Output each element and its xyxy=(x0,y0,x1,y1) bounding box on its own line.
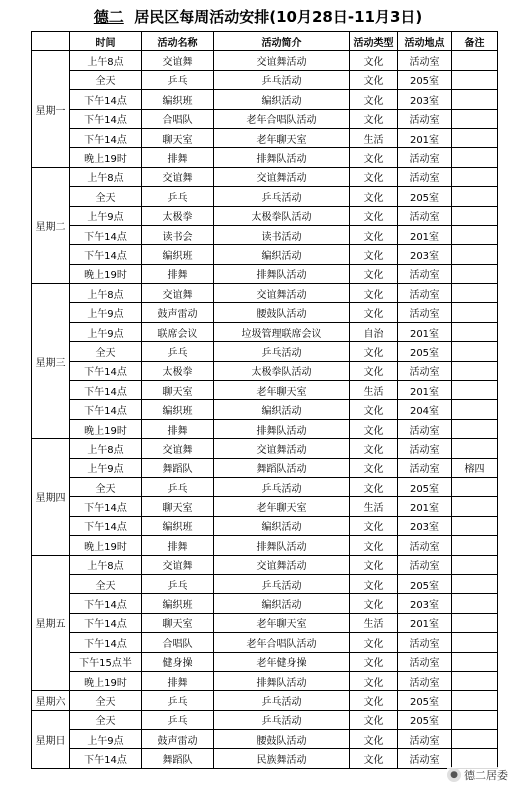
watermark-text: 德二居委 xyxy=(464,769,508,782)
schedule-table xyxy=(31,31,498,769)
time-cell: 上午9点 xyxy=(70,458,142,477)
location-cell: 活动室 xyxy=(398,671,452,690)
time-cell: 下午14点 xyxy=(70,594,142,613)
table-row xyxy=(32,206,498,225)
activity-name-cell: 聊天室 xyxy=(142,381,214,400)
activity-name-cell: 排舞 xyxy=(142,148,214,167)
watermark xyxy=(447,767,508,783)
time-cell: 晚上19时 xyxy=(70,264,142,283)
location-cell: 活动室 xyxy=(398,749,452,768)
location-cell: 205室 xyxy=(398,574,452,593)
table-row xyxy=(32,167,498,186)
location-cell: 205室 xyxy=(398,710,452,729)
activity-name-cell: 排舞 xyxy=(142,264,214,283)
activity-type-cell: 文化 xyxy=(350,594,398,613)
activity-name-cell: 排舞 xyxy=(142,536,214,555)
day-cell: 星期三 xyxy=(32,284,70,439)
activity-desc-cell: 老年合唱队活动 xyxy=(214,109,350,128)
table-row xyxy=(32,381,498,400)
notes-cell xyxy=(452,90,498,109)
time-cell: 全天 xyxy=(70,710,142,729)
activity-desc-cell: 老年聊天室 xyxy=(214,613,350,632)
notes-cell xyxy=(452,594,498,613)
activity-name-cell: 太极拳 xyxy=(142,206,214,225)
time-cell: 下午14点 xyxy=(70,749,142,768)
activity-name-cell: 联席会议 xyxy=(142,322,214,341)
activity-name-cell: 聊天室 xyxy=(142,497,214,516)
location-cell: 活动室 xyxy=(398,652,452,671)
notes-cell xyxy=(452,322,498,341)
activity-name-cell: 乒乓 xyxy=(142,342,214,361)
activity-type-cell: 文化 xyxy=(350,730,398,749)
activity-desc-cell: 民族舞活动 xyxy=(214,749,350,768)
table-row xyxy=(32,284,498,303)
table-row xyxy=(32,439,498,458)
table-row xyxy=(32,400,498,419)
table-row xyxy=(32,497,498,516)
table-row xyxy=(32,613,498,632)
activity-name-cell: 聊天室 xyxy=(142,128,214,147)
activity-type-cell: 文化 xyxy=(350,167,398,186)
activity-type-cell: 生活 xyxy=(350,381,398,400)
time-cell: 上午8点 xyxy=(70,555,142,574)
activity-type-cell: 自治 xyxy=(350,322,398,341)
activity-type-cell: 文化 xyxy=(350,245,398,264)
notes-cell xyxy=(452,419,498,438)
location-cell: 204室 xyxy=(398,400,452,419)
activity-type-cell: 文化 xyxy=(350,187,398,206)
table-row xyxy=(32,710,498,729)
time-cell: 下午14点 xyxy=(70,225,142,244)
notes-cell xyxy=(452,245,498,264)
activity-desc-cell: 编织活动 xyxy=(214,245,350,264)
location-cell: 203室 xyxy=(398,516,452,535)
activity-desc-cell: 交谊舞活动 xyxy=(214,439,350,458)
time-cell: 全天 xyxy=(70,187,142,206)
activity-type-cell: 生活 xyxy=(350,497,398,516)
activity-type-cell: 文化 xyxy=(350,148,398,167)
notes-cell xyxy=(452,109,498,128)
activity-type-cell: 文化 xyxy=(350,516,398,535)
notes-cell xyxy=(452,225,498,244)
table-row xyxy=(32,322,498,341)
activity-type-cell: 文化 xyxy=(350,439,398,458)
activity-type-cell: 文化 xyxy=(350,284,398,303)
time-cell: 晚上19时 xyxy=(70,536,142,555)
activity-type-cell: 文化 xyxy=(350,419,398,438)
activity-type-cell: 文化 xyxy=(350,225,398,244)
activity-type-cell: 文化 xyxy=(350,477,398,496)
activity-name-cell: 编织班 xyxy=(142,400,214,419)
day-cell: 星期日 xyxy=(32,710,70,768)
activity-type-cell: 生活 xyxy=(350,128,398,147)
notes-cell xyxy=(452,167,498,186)
table-row xyxy=(32,419,498,438)
activity-desc-cell: 乒乓活动 xyxy=(214,342,350,361)
notes-cell xyxy=(452,710,498,729)
table-row xyxy=(32,342,498,361)
activity-desc-cell: 太极拳队活动 xyxy=(214,361,350,380)
table-row xyxy=(32,555,498,574)
location-cell: 201室 xyxy=(398,613,452,632)
activity-type-cell: 文化 xyxy=(350,633,398,652)
time-cell: 上午9点 xyxy=(70,322,142,341)
activity-name-cell: 乒乓 xyxy=(142,70,214,89)
activity-name-cell: 排舞 xyxy=(142,671,214,690)
time-cell: 全天 xyxy=(70,70,142,89)
table-row xyxy=(32,303,498,322)
time-cell: 下午15点半 xyxy=(70,652,142,671)
activity-desc-cell: 排舞队活动 xyxy=(214,148,350,167)
activity-type-cell: 文化 xyxy=(350,652,398,671)
notes-cell xyxy=(452,400,498,419)
notes-cell xyxy=(452,691,498,710)
header-activity-name: 活动名称 xyxy=(142,32,214,51)
time-cell: 下午14点 xyxy=(70,400,142,419)
activity-desc-cell: 老年聊天室 xyxy=(214,128,350,147)
notes-cell xyxy=(452,128,498,147)
time-cell: 全天 xyxy=(70,574,142,593)
page-title xyxy=(0,6,516,27)
table-row xyxy=(32,458,498,477)
location-cell: 205室 xyxy=(398,70,452,89)
table-row xyxy=(32,225,498,244)
header-time: 时间 xyxy=(70,32,142,51)
activity-name-cell: 编织班 xyxy=(142,594,214,613)
table-row xyxy=(32,361,498,380)
notes-cell xyxy=(452,613,498,632)
activity-desc-cell: 乒乓活动 xyxy=(214,70,350,89)
location-cell: 活动室 xyxy=(398,730,452,749)
activity-desc-cell: 舞蹈队活动 xyxy=(214,458,350,477)
table-row xyxy=(32,109,498,128)
location-cell: 活动室 xyxy=(398,303,452,322)
notes-cell xyxy=(452,264,498,283)
activity-type-cell: 文化 xyxy=(350,574,398,593)
activity-name-cell: 排舞 xyxy=(142,419,214,438)
activity-desc-cell: 乒乓活动 xyxy=(214,187,350,206)
notes-cell xyxy=(452,730,498,749)
time-cell: 晚上19时 xyxy=(70,671,142,690)
time-cell: 上午9点 xyxy=(70,303,142,322)
table-row xyxy=(32,128,498,147)
time-cell: 上午8点 xyxy=(70,284,142,303)
notes-cell xyxy=(452,381,498,400)
table-row xyxy=(32,574,498,593)
notes-cell xyxy=(452,361,498,380)
location-cell: 活动室 xyxy=(398,284,452,303)
title-main: 居民区每周活动安排(10月28日-11月3日) xyxy=(134,8,423,26)
time-cell: 下午14点 xyxy=(70,361,142,380)
activity-type-cell: 文化 xyxy=(350,109,398,128)
location-cell: 活动室 xyxy=(398,109,452,128)
activity-name-cell: 鼓声雷动 xyxy=(142,303,214,322)
activity-name-cell: 合唱队 xyxy=(142,109,214,128)
table-row xyxy=(32,70,498,89)
activity-name-cell: 太极拳 xyxy=(142,361,214,380)
notes-cell xyxy=(452,574,498,593)
activity-desc-cell: 排舞队活动 xyxy=(214,419,350,438)
activity-name-cell: 交谊舞 xyxy=(142,51,214,70)
table-header-row xyxy=(32,32,498,51)
activity-type-cell: 文化 xyxy=(350,400,398,419)
activity-desc-cell: 排舞队活动 xyxy=(214,536,350,555)
table-row xyxy=(32,187,498,206)
time-cell: 晚上19时 xyxy=(70,148,142,167)
notes-cell: 榕四 xyxy=(452,458,498,477)
notes-cell xyxy=(452,652,498,671)
time-cell: 下午14点 xyxy=(70,128,142,147)
activity-type-cell: 文化 xyxy=(350,691,398,710)
activity-desc-cell: 读书活动 xyxy=(214,225,350,244)
time-cell: 上午8点 xyxy=(70,439,142,458)
activity-desc-cell: 乒乓活动 xyxy=(214,477,350,496)
time-cell: 上午9点 xyxy=(70,730,142,749)
time-cell: 上午8点 xyxy=(70,167,142,186)
table-row xyxy=(32,536,498,555)
notes-cell xyxy=(452,70,498,89)
notes-cell xyxy=(452,497,498,516)
table-row xyxy=(32,633,498,652)
activity-name-cell: 舞蹈队 xyxy=(142,749,214,768)
table-row xyxy=(32,749,498,768)
time-cell: 全天 xyxy=(70,691,142,710)
activity-type-cell: 文化 xyxy=(350,342,398,361)
activity-desc-cell: 乒乓活动 xyxy=(214,710,350,729)
location-cell: 205室 xyxy=(398,342,452,361)
activity-type-cell: 文化 xyxy=(350,671,398,690)
location-cell: 活动室 xyxy=(398,458,452,477)
activity-desc-cell: 老年聊天室 xyxy=(214,497,350,516)
activity-desc-cell: 腰鼓队活动 xyxy=(214,730,350,749)
location-cell: 活动室 xyxy=(398,536,452,555)
table-row xyxy=(32,516,498,535)
table-row xyxy=(32,264,498,283)
activity-name-cell: 读书会 xyxy=(142,225,214,244)
activity-desc-cell: 老年聊天室 xyxy=(214,381,350,400)
activity-name-cell: 乒乓 xyxy=(142,710,214,729)
time-cell: 上午9点 xyxy=(70,206,142,225)
location-cell: 活动室 xyxy=(398,51,452,70)
activity-name-cell: 乒乓 xyxy=(142,574,214,593)
activity-type-cell: 文化 xyxy=(350,90,398,109)
location-cell: 活动室 xyxy=(398,555,452,574)
activity-name-cell: 编织班 xyxy=(142,516,214,535)
activity-name-cell: 交谊舞 xyxy=(142,439,214,458)
activity-name-cell: 聊天室 xyxy=(142,613,214,632)
location-cell: 203室 xyxy=(398,594,452,613)
activity-name-cell: 健身操 xyxy=(142,652,214,671)
day-cell: 星期六 xyxy=(32,691,70,710)
notes-cell xyxy=(452,206,498,225)
location-cell: 201室 xyxy=(398,128,452,147)
location-cell: 205室 xyxy=(398,691,452,710)
time-cell: 下午14点 xyxy=(70,381,142,400)
activity-desc-cell: 垃圾管理联席会议 xyxy=(214,322,350,341)
notes-cell xyxy=(452,536,498,555)
time-cell: 全天 xyxy=(70,342,142,361)
activity-desc-cell: 乒乓活动 xyxy=(214,691,350,710)
activity-desc-cell: 编织活动 xyxy=(214,400,350,419)
header-activity-desc: 活动简介 xyxy=(214,32,350,51)
activity-type-cell: 文化 xyxy=(350,458,398,477)
notes-cell xyxy=(452,148,498,167)
activity-desc-cell: 老年健身操 xyxy=(214,652,350,671)
activity-name-cell: 乒乓 xyxy=(142,477,214,496)
activity-name-cell: 乒乓 xyxy=(142,187,214,206)
activity-desc-cell: 排舞队活动 xyxy=(214,671,350,690)
table-row xyxy=(32,477,498,496)
notes-cell xyxy=(452,284,498,303)
time-cell: 下午14点 xyxy=(70,245,142,264)
location-cell: 205室 xyxy=(398,187,452,206)
notes-cell xyxy=(452,342,498,361)
activity-name-cell: 编织班 xyxy=(142,90,214,109)
table-row xyxy=(32,652,498,671)
day-cell: 星期二 xyxy=(32,167,70,283)
time-cell: 下午14点 xyxy=(70,633,142,652)
location-cell: 201室 xyxy=(398,225,452,244)
location-cell: 活动室 xyxy=(398,206,452,225)
location-cell: 活动室 xyxy=(398,264,452,283)
table-row xyxy=(32,691,498,710)
notes-cell xyxy=(452,516,498,535)
notes-cell xyxy=(452,633,498,652)
activity-desc-cell: 排舞队活动 xyxy=(214,264,350,283)
activity-name-cell: 乒乓 xyxy=(142,691,214,710)
activity-type-cell: 文化 xyxy=(350,361,398,380)
notes-cell xyxy=(452,439,498,458)
notes-cell xyxy=(452,555,498,574)
time-cell: 下午14点 xyxy=(70,109,142,128)
activity-desc-cell: 交谊舞活动 xyxy=(214,555,350,574)
activity-desc-cell: 腰鼓队活动 xyxy=(214,303,350,322)
activity-name-cell: 合唱队 xyxy=(142,633,214,652)
table-row xyxy=(32,90,498,109)
table-row xyxy=(32,148,498,167)
time-cell: 上午8点 xyxy=(70,51,142,70)
activity-desc-cell: 乒乓活动 xyxy=(214,574,350,593)
day-cell: 星期四 xyxy=(32,439,70,555)
table-row xyxy=(32,730,498,749)
activity-type-cell: 文化 xyxy=(350,555,398,574)
notes-cell xyxy=(452,477,498,496)
activity-name-cell: 鼓声雷动 xyxy=(142,730,214,749)
location-cell: 201室 xyxy=(398,497,452,516)
location-cell: 201室 xyxy=(398,322,452,341)
activity-name-cell: 舞蹈队 xyxy=(142,458,214,477)
location-cell: 活动室 xyxy=(398,148,452,167)
activity-desc-cell: 编织活动 xyxy=(214,594,350,613)
time-cell: 全天 xyxy=(70,477,142,496)
time-cell: 下午14点 xyxy=(70,613,142,632)
activity-name-cell: 交谊舞 xyxy=(142,555,214,574)
time-cell: 下午14点 xyxy=(70,497,142,516)
location-cell: 201室 xyxy=(398,381,452,400)
activity-type-cell: 文化 xyxy=(350,70,398,89)
wechat-icon: ● xyxy=(447,768,461,782)
day-cell: 星期五 xyxy=(32,555,70,691)
notes-cell xyxy=(452,51,498,70)
activity-type-cell: 文化 xyxy=(350,264,398,283)
notes-cell xyxy=(452,749,498,768)
activity-desc-cell: 交谊舞活动 xyxy=(214,284,350,303)
table-row xyxy=(32,594,498,613)
activity-type-cell: 文化 xyxy=(350,749,398,768)
table-row xyxy=(32,671,498,690)
day-cell: 星期一 xyxy=(32,51,70,167)
header-activity-type: 活动类型 xyxy=(350,32,398,51)
header-activity-location: 活动地点 xyxy=(398,32,452,51)
activity-name-cell: 编织班 xyxy=(142,245,214,264)
location-cell: 活动室 xyxy=(398,419,452,438)
table-row xyxy=(32,245,498,264)
activity-desc-cell: 交谊舞活动 xyxy=(214,51,350,70)
notes-cell xyxy=(452,187,498,206)
notes-cell xyxy=(452,303,498,322)
activity-type-cell: 生活 xyxy=(350,613,398,632)
activity-desc-cell: 编织活动 xyxy=(214,90,350,109)
notes-cell xyxy=(452,671,498,690)
table-row xyxy=(32,51,498,70)
location-cell: 203室 xyxy=(398,90,452,109)
location-cell: 活动室 xyxy=(398,167,452,186)
title-prefix: 德二 xyxy=(93,8,124,26)
activity-type-cell: 文化 xyxy=(350,51,398,70)
header-day xyxy=(32,32,70,51)
schedule-body xyxy=(32,51,498,768)
activity-name-cell: 交谊舞 xyxy=(142,167,214,186)
header-notes: 备注 xyxy=(452,32,498,51)
time-cell: 下午14点 xyxy=(70,516,142,535)
activity-desc-cell: 老年合唱队活动 xyxy=(214,633,350,652)
time-cell: 晚上19时 xyxy=(70,419,142,438)
location-cell: 205室 xyxy=(398,477,452,496)
time-cell: 下午14点 xyxy=(70,90,142,109)
location-cell: 活动室 xyxy=(398,633,452,652)
activity-name-cell: 交谊舞 xyxy=(142,284,214,303)
activity-type-cell: 文化 xyxy=(350,303,398,322)
location-cell: 203室 xyxy=(398,245,452,264)
location-cell: 活动室 xyxy=(398,439,452,458)
activity-desc-cell: 编织活动 xyxy=(214,516,350,535)
activity-type-cell: 文化 xyxy=(350,710,398,729)
activity-desc-cell: 交谊舞活动 xyxy=(214,167,350,186)
location-cell: 活动室 xyxy=(398,361,452,380)
activity-type-cell: 文化 xyxy=(350,536,398,555)
activity-desc-cell: 太极拳队活动 xyxy=(214,206,350,225)
activity-type-cell: 文化 xyxy=(350,206,398,225)
